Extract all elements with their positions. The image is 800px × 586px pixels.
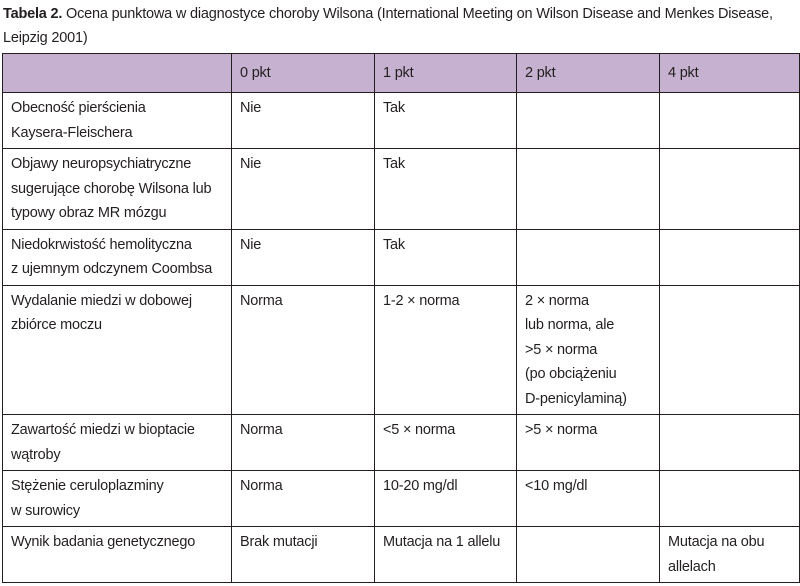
score-4-cell: Mutacja na obu allelach (660, 527, 800, 583)
score-4-cell (660, 285, 800, 415)
score-2-cell: 2 × norma lub norma, ale >5 × norma (po obciążeniu D-penicylaminą) (517, 285, 660, 415)
score-1-cell: 1-2 × norma (375, 285, 517, 415)
score-1-cell: 10-20 mg/dl (375, 471, 517, 527)
score-1-cell: <5 × norma (375, 415, 517, 471)
score-1-cell: Tak (375, 149, 517, 230)
header-4-pkt: 4 pkt (660, 54, 800, 93)
score-1-cell: Mutacja na 1 allelu (375, 527, 517, 583)
table-row (3, 149, 800, 230)
table-row (3, 415, 800, 471)
score-2-cell (517, 93, 660, 149)
table-row (3, 471, 800, 527)
header-row (3, 54, 800, 93)
criterion-cell: Objawy neuropsychiatryczne sugerujące chorobę Wilsona lub typowy obraz MR mózgu (3, 149, 232, 230)
score-4-cell (660, 471, 800, 527)
score-1-cell: Tak (375, 93, 517, 149)
header-0-pkt: 0 pkt (232, 54, 375, 93)
score-0-cell: Norma (232, 415, 375, 471)
score-0-cell: Brak mutacji (232, 527, 375, 583)
criterion-cell: Stężenie ceruloplazminy w surowicy (3, 471, 232, 527)
criterion-cell: Niedokrwistość hemolityczna z ujemnym odczynem Coombsa (3, 229, 232, 285)
score-2-cell (517, 149, 660, 230)
criterion-cell: Obecność pierścienia Kaysera-Fleischera (3, 93, 232, 149)
table-row (3, 93, 800, 149)
score-4-cell (660, 229, 800, 285)
header-1-pkt: 1 pkt (375, 54, 517, 93)
score-0-cell: Nie (232, 149, 375, 230)
score-2-cell: <10 mg/dl (517, 471, 660, 527)
score-4-cell (660, 149, 800, 230)
table-row (3, 229, 800, 285)
criterion-cell: Zawartość miedzi w bioptacie wątroby (3, 415, 232, 471)
score-4-cell (660, 415, 800, 471)
score-0-cell: Norma (232, 285, 375, 415)
score-0-cell: Nie (232, 229, 375, 285)
criterion-cell: Wynik badania genetycznego (3, 527, 232, 583)
score-0-cell: Norma (232, 471, 375, 527)
score-2-cell: >5 × norma (517, 415, 660, 471)
score-4-cell (660, 93, 800, 149)
score-2-cell (517, 229, 660, 285)
header-2-pkt: 2 pkt (517, 54, 660, 93)
score-2-cell (517, 527, 660, 583)
table-caption-label: Tabela 2. (3, 6, 63, 22)
table-row (3, 527, 800, 583)
score-1-cell: Tak (375, 229, 517, 285)
score-0-cell: Nie (232, 93, 375, 149)
header-criterion (3, 54, 232, 93)
wilson-score-table (2, 53, 800, 583)
table-caption-text: Ocena punktowa w diagnostyce choroby Wilsona (International Meeting on Wilson Disease and Menkes Disease, Leipzig 2001) (3, 6, 773, 46)
table-row (3, 285, 800, 415)
criterion-cell: Wydalanie miedzi w dobowej zbiórce moczu (3, 285, 232, 415)
table-caption (3, 2, 797, 50)
